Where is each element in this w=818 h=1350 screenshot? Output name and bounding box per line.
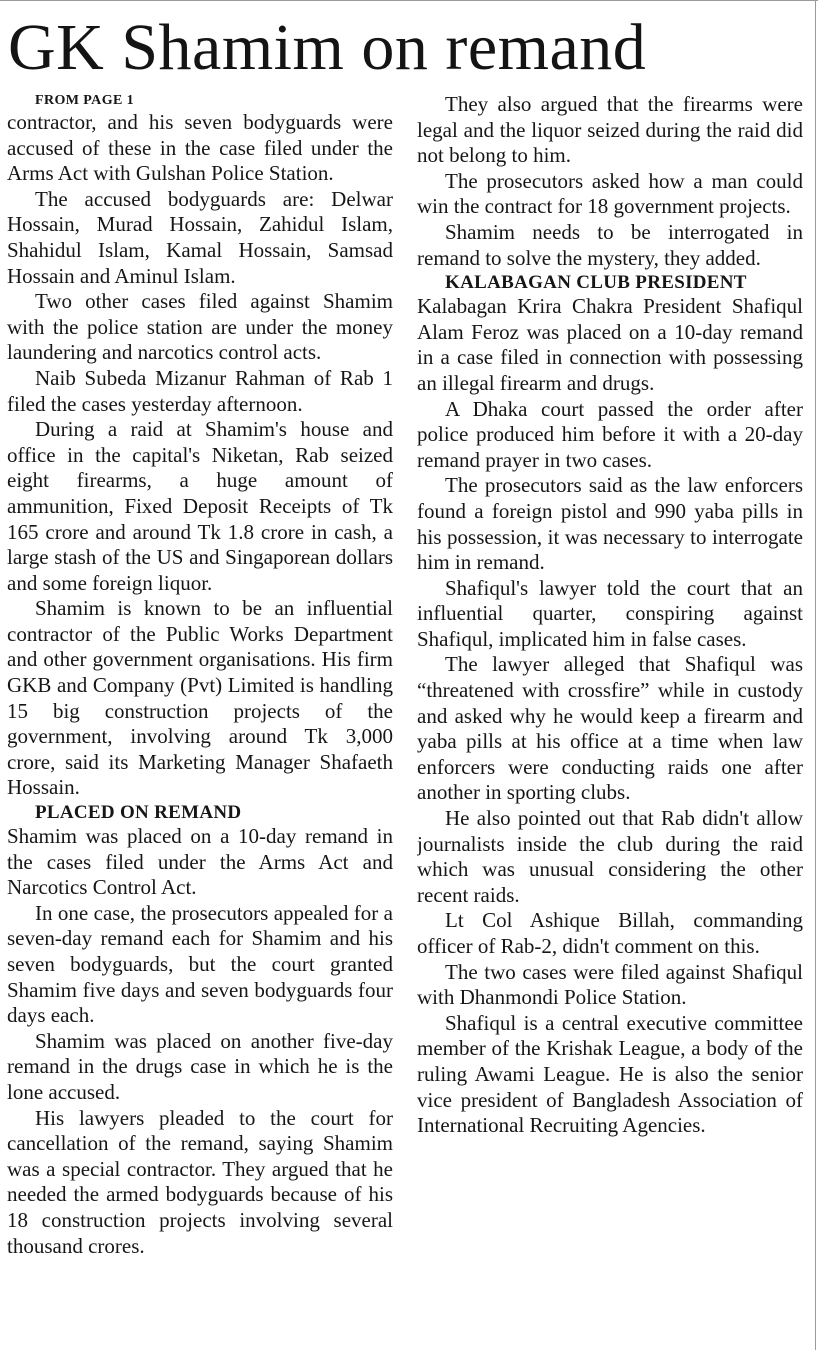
paragraph: The accused bodyguards are: Delwar Hossain, Murad Hossain, Zahidul Islam, Shahidul Islam, Kamal Hossain, Samsad Hossain and Aminul Islam.: [7, 186, 393, 288]
paragraph: Shamim needs to be interrogated in remand to solve the mystery, they added.: [417, 219, 803, 270]
subhead-kalabagan-club-president: KALABAGAN CLUB PRESIDENT: [445, 272, 747, 294]
paragraph: The two cases were filed against Shafiqul with Dhanmondi Police Station.: [417, 959, 803, 1010]
left-column: [7, 92, 393, 1346]
headline: GK Shamim on remand: [8, 11, 647, 84]
subhead-placed-on-remand: PLACED ON REMAND: [35, 802, 242, 824]
paragraph: A Dhaka court passed the order after police produced him before it with a 20-day remand prayer in two cases.: [417, 396, 803, 472]
paragraph: Shamim was placed on a 10-day remand in the cases filed under the Arms Act and Narcotics Control Act.: [7, 824, 393, 900]
paragraph: He also pointed out that Rab didn't allow journalists inside the club during the raid which was unusual considering the other recent raids.: [417, 806, 803, 907]
paragraph: Two other cases filed against Shamim with the police station are under the money laundering and narcotics control acts.: [7, 289, 393, 365]
paragraph: Naib Subeda Mizanur Rahman of Rab 1 filed the cases yesterday afternoon.: [7, 365, 393, 416]
paragraph: Shafiqul is a central executive committee member of the Krishak League, a body of the ruling Awami League. He is also the senior vice president of Bangladesh Association of International Recruiting Agencies.: [417, 1010, 803, 1138]
paragraph: Shafiqul's lawyer told the court that an influential quarter, conspiring against Shafiqul, implicated him in false cases.: [417, 575, 803, 651]
top-border-line: [0, 0, 818, 1]
paragraph: Shamim is known to be an influential contractor of the Public Works Department and other government organisations. His firm GKB and Company (Pvt) Limited is handling 15 big construction projects of the government, involving around Tk 3,000 crore, said its Marketing Manager Shafaeth Hossain.: [7, 596, 393, 800]
paragraph: Shamim was placed on another five-day remand in the drugs case in which he is the lone accused.: [7, 1028, 393, 1104]
paragraph: The prosecutors said as the law enforcers found a foreign pistol and 990 yaba pills in his possession, it was necessary to interrogate him in remand.: [417, 473, 803, 575]
jump-label: FROM PAGE 1: [35, 93, 135, 108]
paragraph: The lawyer alleged that Shafiqul was “threatened with crossfire” while in custody and asked why he would keep a firearm and yaba pills at his office at a time when law enforcers were conducting raids one after another in sporting clubs.: [417, 652, 803, 805]
paragraph: They also argued that the firearms were legal and the liquor seized during the raid did not belong to him.: [417, 92, 803, 168]
paragraph: Lt Col Ashique Billah, commanding officer of Rab-2, didn't comment on this.: [417, 908, 803, 958]
paragraph: During a raid at Shamim's house and office in the capital's Niketan, Rab seized eight firearms, a huge amount of ammunition, Fixed Deposit Receipts of Tk 165 crore and around Tk 1.8 crore in cash, a large stash of the US and Singaporean dollars and some foreign liquor.: [7, 417, 393, 595]
paragraph: In one case, the prosecutors appealed for a seven-day remand each for Shamim and his seven bodyguards, but the court granted Shamim five days and seven bodyguards four days each.: [7, 900, 393, 1028]
right-border-line: [815, 0, 816, 1350]
paragraph: His lawyers pleaded to the court for cancellation of the remand, saying Shamim was a special contractor. They argued that he needed the armed bodyguards because of his 18 construction projects involving several thousand crores.: [7, 1105, 393, 1258]
paragraph: Kalabagan Krira Chakra President Shafiqul Alam Feroz was placed on a 10-day remand in a case filed in connection with possessing an illegal firearm and drugs.: [417, 294, 803, 395]
paragraph: contractor, and his seven bodyguards were accused of these in the case filed under the Arms Act with Gulshan Police Station.: [7, 110, 393, 186]
right-column: [417, 92, 803, 1346]
paragraph: The prosecutors asked how a man could win the contract for 18 government projects.: [417, 168, 803, 219]
